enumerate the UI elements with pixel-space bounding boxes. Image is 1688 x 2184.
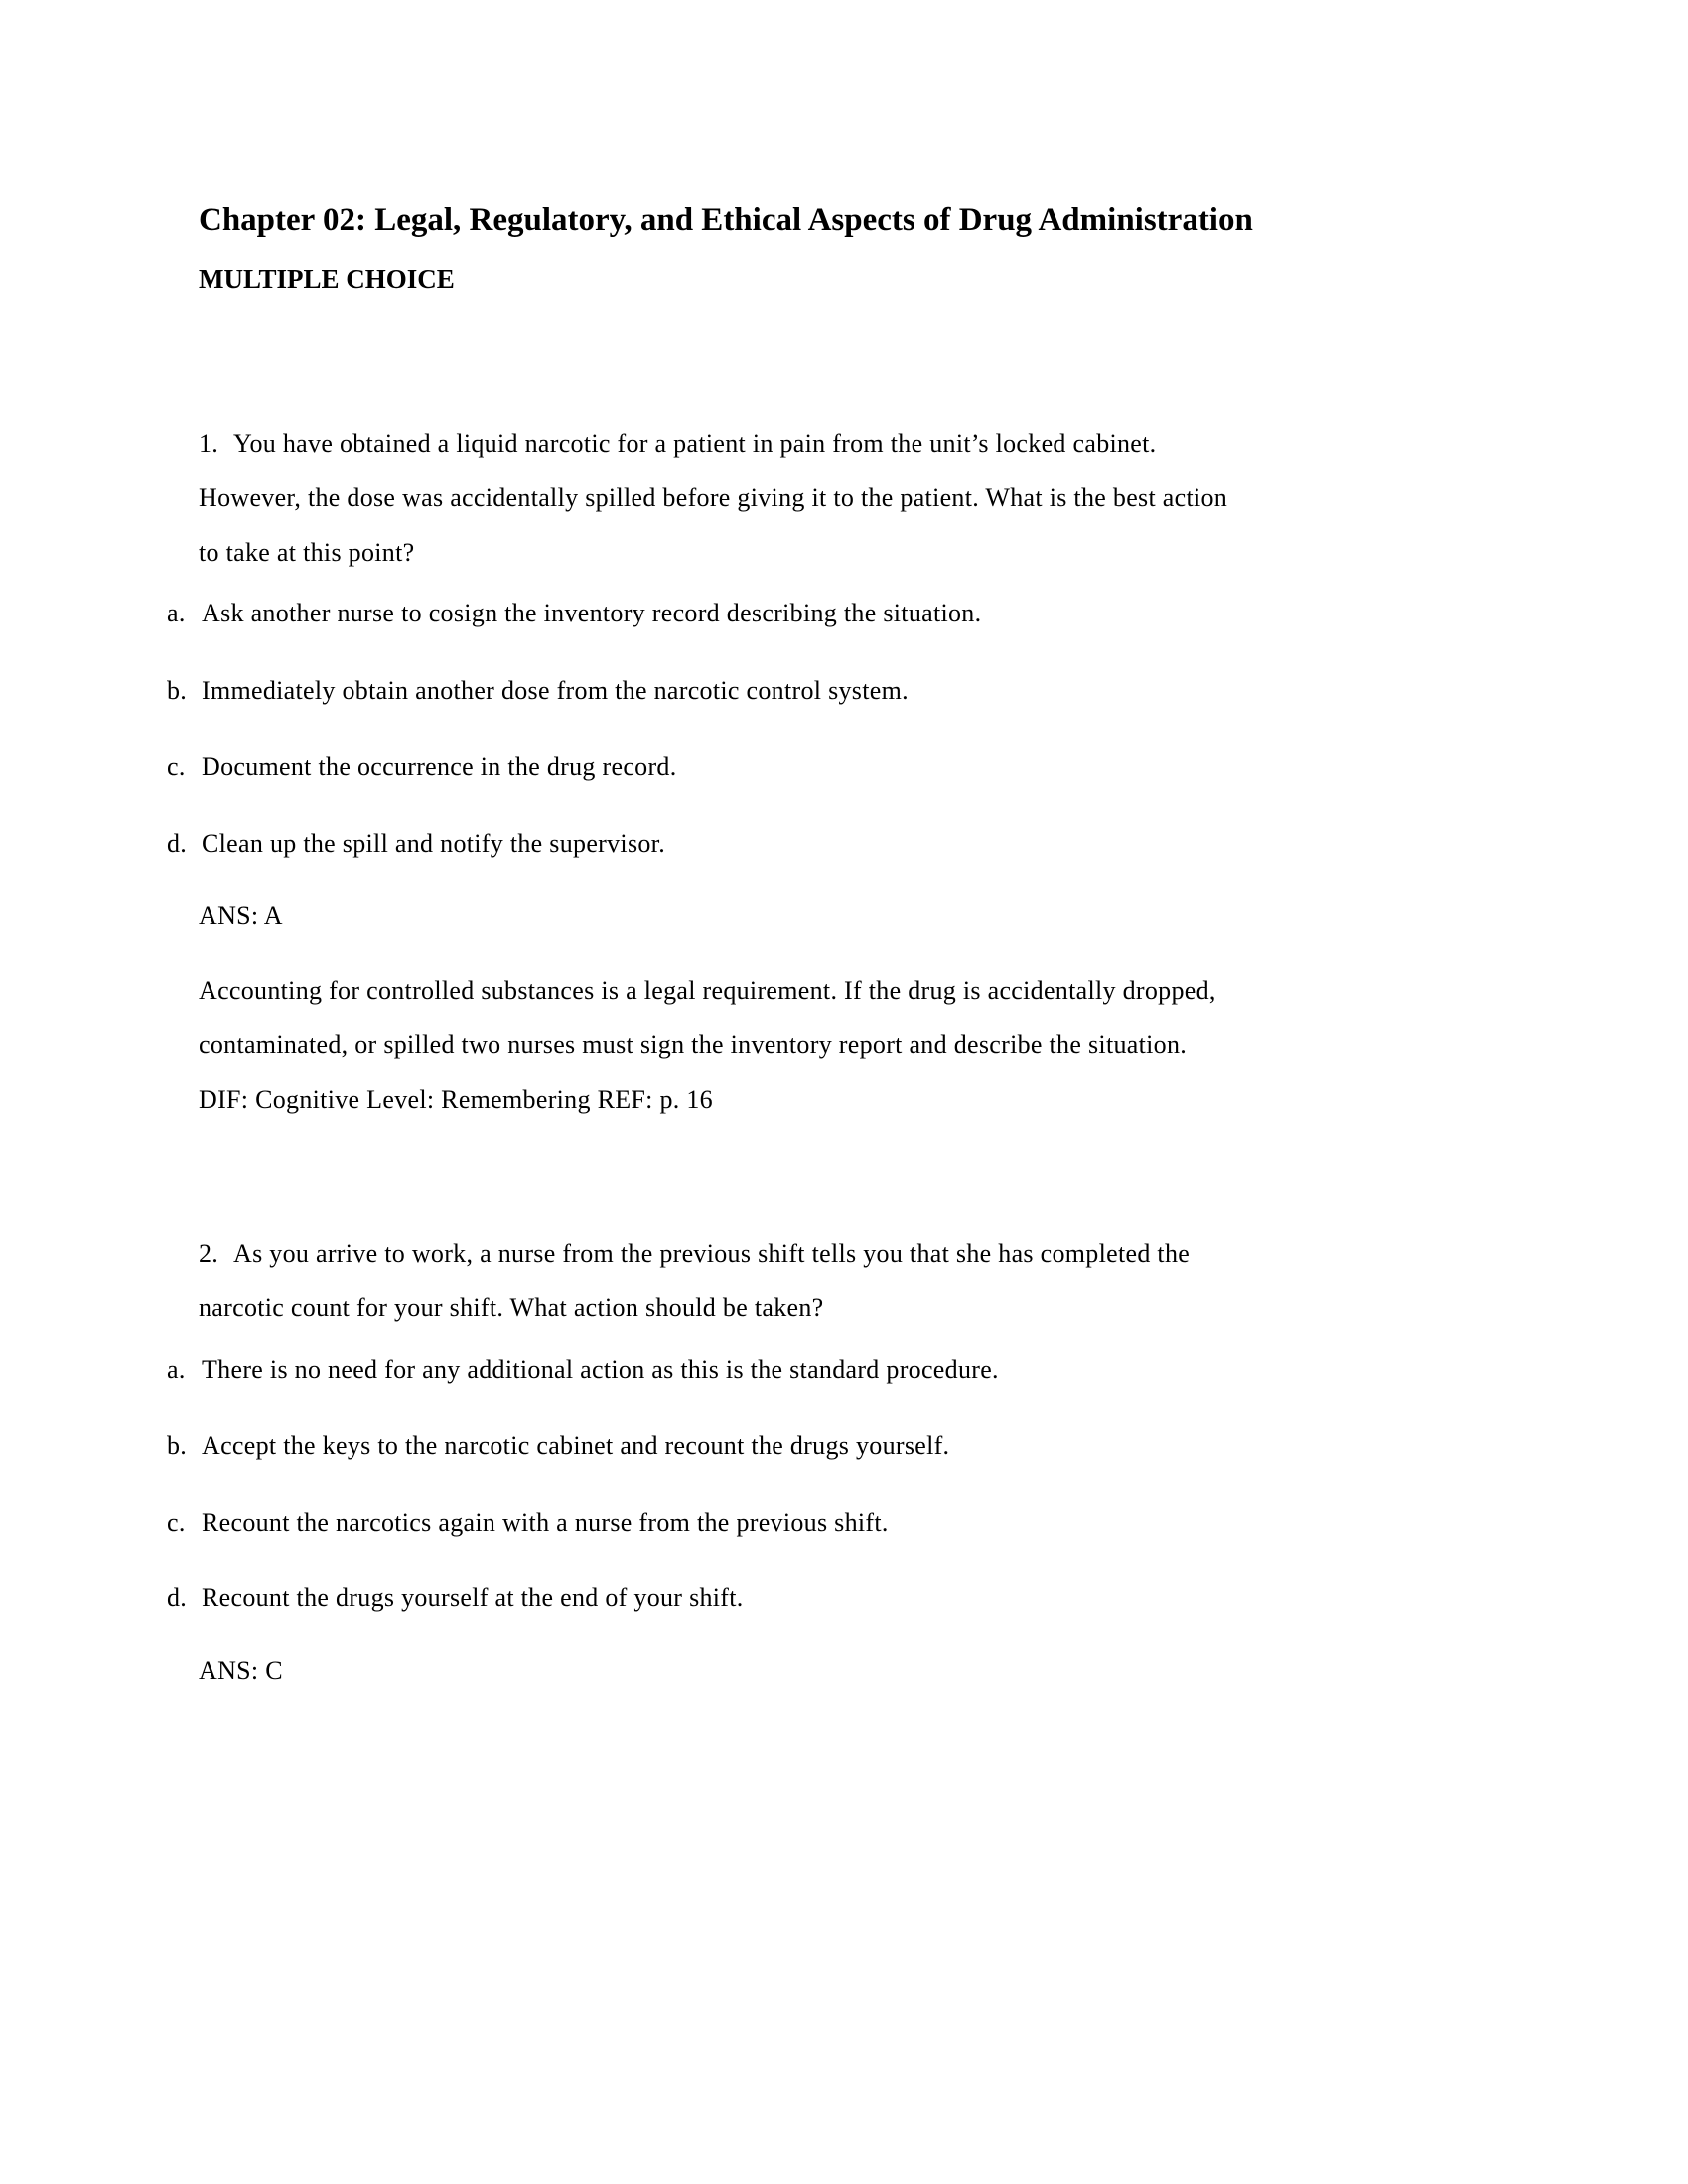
option-row-q2-a: [167, 1342, 999, 1397]
option-row-q2-d: [167, 1570, 744, 1625]
dif-ref-line: DIF: Cognitive Level: Remembering REF: p. 16: [199, 1085, 713, 1114]
rationale-q1: [199, 963, 1216, 1127]
option-letter: c.: [167, 1508, 186, 1537]
question-1: [199, 416, 1227, 580]
question-text-line: [199, 1226, 1190, 1281]
option-text: Ask another nurse to cosign the inventory record describing the situation.: [202, 599, 982, 627]
section-heading: MULTIPLE CHOICE: [199, 264, 455, 294]
option-letter: d.: [167, 829, 188, 858]
question-number: 1.: [199, 429, 219, 458]
rationale-line: Accounting for controlled substances is a legal requirement. If the drug is accidentally dropped,: [199, 976, 1216, 1005]
option-row-q1-b: [167, 663, 909, 718]
option-row-q1-a: [167, 586, 981, 640]
question-text-line: to take at this point?: [199, 538, 415, 567]
option-letter: b.: [167, 676, 188, 705]
option-text: Clean up the spill and notify the supervisor.: [202, 829, 665, 858]
option-row-q1-c: [167, 740, 677, 794]
question-text: As you arrive to work, a nurse from the previous shift tells you that she has completed the: [233, 1239, 1191, 1268]
option-row-q2-c: [167, 1495, 889, 1550]
question-text-line: However, the dose was accidentally spilled before giving it to the patient. What is the best action: [199, 483, 1228, 512]
answer-label-q2: ANS: C: [199, 1656, 283, 1685]
question-text-line: narcotic count for your shift. What action should be taken?: [199, 1294, 824, 1322]
option-row-q2-b: [167, 1419, 949, 1473]
question-text-line: [199, 416, 1227, 471]
question-number: 2.: [199, 1239, 219, 1268]
option-letter: a.: [167, 599, 186, 627]
option-text: Accept the keys to the narcotic cabinet and recount the drugs yourself.: [202, 1432, 950, 1460]
option-text: Immediately obtain another dose from the narcotic control system.: [202, 676, 909, 705]
option-text: There is no need for any additional action as this is the standard procedure.: [202, 1355, 999, 1384]
question-text: You have obtained a liquid narcotic for a patient in pain from the unit’s locked cabinet.: [233, 429, 1157, 458]
question-2: [199, 1226, 1190, 1335]
rationale-line: contaminated, or spilled two nurses must sign the inventory report and describe the situation.: [199, 1030, 1188, 1059]
option-row-q1-d: [167, 816, 665, 871]
option-text: Recount the drugs yourself at the end of your shift.: [202, 1583, 744, 1612]
option-letter: a.: [167, 1355, 186, 1384]
option-letter: d.: [167, 1583, 188, 1612]
option-text: Document the occurrence in the drug record.: [202, 752, 677, 781]
option-text: Recount the narcotics again with a nurse from the previous shift.: [202, 1508, 889, 1537]
option-letter: c.: [167, 752, 186, 781]
page-title: Chapter 02: Legal, Regulatory, and Ethical Aspects of Drug Administration: [199, 203, 1253, 238]
option-letter: b.: [167, 1432, 188, 1460]
answer-label-q1: ANS: A: [199, 901, 283, 930]
